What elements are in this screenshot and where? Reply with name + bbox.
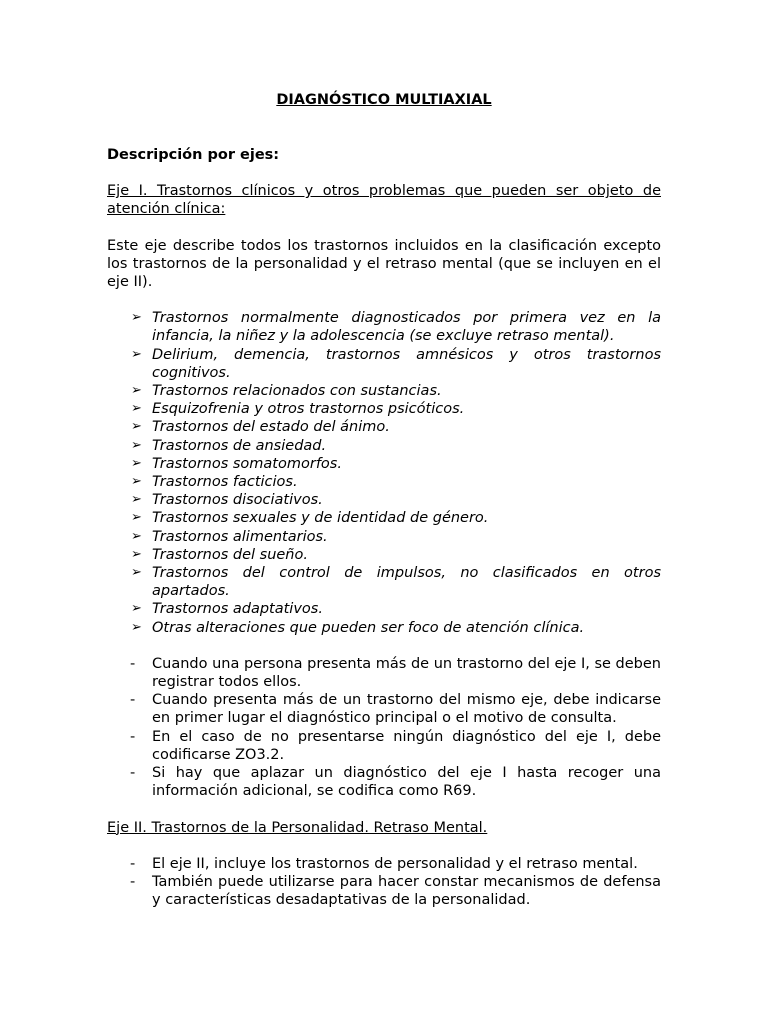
list-item: ➢ Trastornos del estado del ánimo.	[131, 419, 390, 436]
dash-bullet: -	[130, 873, 136, 890]
arrow-bullet-icon: ➢	[131, 346, 142, 362]
arrow-bullet-icon: ➢	[131, 455, 142, 471]
list-item: ➢ Trastornos disociativos.	[131, 492, 323, 509]
arrow-bullet-icon: ➢	[131, 492, 142, 508]
list-item: ➢ Trastornos adaptativos.	[131, 601, 323, 618]
list-item: ➢ Trastornos somatomorfos.	[131, 455, 342, 472]
dash-bullet: -	[130, 655, 136, 672]
arrow-bullet-icon: ➢	[131, 419, 142, 435]
list-item: ➢ Trastornos de ansiedad.	[131, 437, 327, 454]
list-item: ➢ Trastornos normalmente diagnosticados por primera vez en la infancia, la niñez y la adolescencia (se excluye retraso mental).	[131, 310, 661, 345]
arrow-bullet-icon: ➢	[131, 383, 142, 399]
list-item: ➢ Trastornos del control de impulsos, no clasificados en otros apartados.	[131, 565, 661, 600]
list-item: ➢ Esquizofrenia y otros trastornos psicóticos.	[131, 401, 465, 418]
axis1-notes-list	[107, 655, 661, 801]
document-page	[107, 91, 661, 927]
arrow-bullet-icon: ➢	[131, 474, 142, 490]
list-item: - Cuando una persona presenta más de un trastorno del eje I, se deben registrar todos ellos.	[130, 655, 661, 691]
arrow-bullet-icon: ➢	[131, 565, 142, 581]
list-item: - En el caso de no presentarse ningún diagnóstico del eje I, debe codificarse ZO3.2.	[130, 728, 661, 763]
arrow-bullet-icon: ➢	[131, 310, 142, 326]
arrow-bullet-icon: ➢	[131, 510, 142, 526]
arrow-bullet-icon: ➢	[131, 619, 142, 635]
dash-bullet: -	[130, 855, 136, 872]
list-item: ➢ Otras alteraciones que pueden ser foco de atención clínica.	[131, 619, 585, 636]
arrow-bullet-icon: ➢	[131, 528, 142, 544]
axis2-heading: Eje II. Trastornos de la Personalidad. Retraso Mental.	[107, 819, 488, 836]
dash-bullet: -	[130, 728, 136, 745]
dash-bullet: -	[130, 765, 136, 782]
arrow-bullet-icon: ➢	[131, 601, 142, 617]
list-item: - También puede utilizarse para hacer constar mecanismos de defensa y características desadaptativas de la personalidad.	[130, 873, 661, 909]
arrow-bullet-icon: ➢	[131, 546, 142, 562]
list-item: - El eje II, incluye los trastornos de personalidad y el retraso mental.	[130, 855, 638, 872]
list-item: ➢ Trastornos alimentarios.	[131, 528, 328, 545]
list-item: ➢ Delirium, demencia, trastornos amnésicos y otros trastornos cognitivos.	[131, 346, 661, 381]
list-item: - Si hay que aplazar un diagnóstico del eje I hasta recoger una información adicional, se codifica como R69.	[130, 765, 661, 800]
axis1-heading: Eje I. Trastornos clínicos y otros problemas que pueden ser objeto de atención clínica:	[107, 183, 661, 218]
list-item: ➢ Trastornos facticios.	[131, 474, 298, 491]
document-title: DIAGNÓSTICO MULTIAXIAL	[276, 92, 492, 108]
dash-bullet: -	[130, 692, 136, 709]
list-item: ➢ Trastornos sexuales y de identidad de género.	[131, 510, 489, 527]
arrow-bullet-icon: ➢	[131, 401, 142, 417]
list-item: - Cuando presenta más de un trastorno del mismo eje, debe indicarse en primer lugar el diagnóstico principal o el motivo de consulta.	[130, 692, 661, 727]
section-subtitle: Descripción por ejes:	[107, 147, 280, 163]
list-item: ➢ Trastornos relacionados con sustancias.	[131, 383, 442, 400]
axis2-notes-list	[107, 855, 661, 910]
axis1-description: Este eje describe todos los trastornos incluidos en la clasificación excepto los trastornos de la personalidad y el retraso mental (que se incluyen en el eje II).	[107, 237, 661, 291]
list-item: ➢ Trastornos del sueño.	[131, 546, 308, 563]
arrow-bullet-icon: ➢	[131, 437, 142, 453]
axis1-disorder-list	[107, 309, 661, 637]
